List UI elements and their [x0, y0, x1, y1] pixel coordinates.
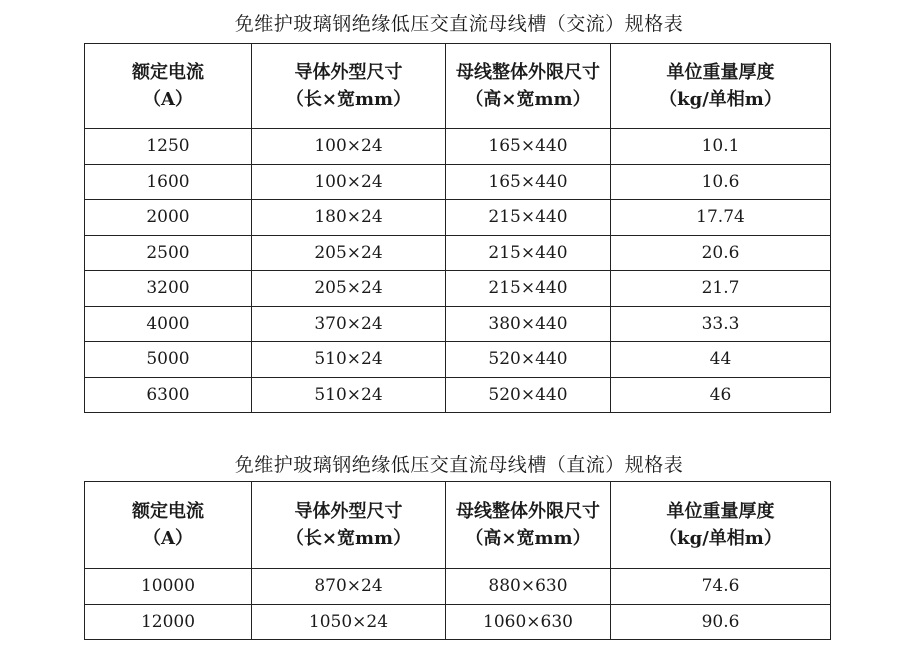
spec-table-ac — [84, 43, 831, 413]
cell-conductor-size: 370×24 — [252, 306, 446, 342]
table-row — [85, 129, 831, 165]
table-row — [85, 569, 831, 605]
cell-rated-current: 2000 — [85, 200, 252, 236]
cell-busway-size: 165×440 — [446, 164, 611, 200]
header-row — [85, 44, 831, 129]
header-rated-current: 额定电流 （A） — [85, 44, 252, 129]
cell-conductor-size: 510×24 — [252, 342, 446, 378]
cell-busway-size: 165×440 — [446, 129, 611, 165]
cell-conductor-size: 205×24 — [252, 271, 446, 307]
cell-busway-size: 215×440 — [446, 200, 611, 236]
cell-unit-weight: 20.6 — [611, 235, 831, 271]
cell-unit-weight: 33.3 — [611, 306, 831, 342]
table-row — [85, 342, 831, 378]
header-unit-weight: 单位重量厚度 （kg/单相m） — [611, 482, 831, 569]
cell-unit-weight: 10.1 — [611, 129, 831, 165]
cell-busway-size: 215×440 — [446, 271, 611, 307]
cell-busway-size: 215×440 — [446, 235, 611, 271]
header-rated-current: 额定电流 （A） — [85, 482, 252, 569]
cell-unit-weight: 21.7 — [611, 271, 831, 307]
cell-conductor-size: 1050×24 — [252, 604, 446, 640]
cell-rated-current: 2500 — [85, 235, 252, 271]
header-row — [85, 482, 831, 569]
cell-unit-weight: 10.6 — [611, 164, 831, 200]
cell-busway-size: 520×440 — [446, 342, 611, 378]
cell-conductor-size: 205×24 — [252, 235, 446, 271]
cell-unit-weight: 46 — [611, 377, 831, 413]
cell-conductor-size: 180×24 — [252, 200, 446, 236]
table-row — [85, 604, 831, 640]
table-row — [85, 271, 831, 307]
cell-rated-current: 3200 — [85, 271, 252, 307]
spec-table-dc — [84, 481, 831, 640]
cell-rated-current: 6300 — [85, 377, 252, 413]
cell-rated-current: 12000 — [85, 604, 252, 640]
table-row — [85, 306, 831, 342]
header-conductor-size: 导体外型尺寸 （长×宽mm） — [252, 44, 446, 129]
header-busway-size: 母线整体外限尺寸 （高×宽mm） — [446, 44, 611, 129]
cell-rated-current: 5000 — [85, 342, 252, 378]
table-caption-ac: 免维护玻璃钢绝缘低压交直流母线槽（交流）规格表 — [234, 13, 684, 35]
cell-rated-current: 1250 — [85, 129, 252, 165]
cell-conductor-size: 510×24 — [252, 377, 446, 413]
cell-rated-current: 1600 — [85, 164, 252, 200]
cell-busway-size: 880×630 — [446, 569, 611, 605]
cell-conductor-size: 870×24 — [252, 569, 446, 605]
header-busway-size: 母线整体外限尺寸 （高×宽mm） — [446, 482, 611, 569]
header-conductor-size: 导体外型尺寸 （长×宽mm） — [252, 482, 446, 569]
cell-unit-weight: 44 — [611, 342, 831, 378]
cell-busway-size: 520×440 — [446, 377, 611, 413]
table-caption-dc: 免维护玻璃钢绝缘低压交直流母线槽（直流）规格表 — [234, 454, 684, 476]
table-row — [85, 377, 831, 413]
cell-unit-weight: 90.6 — [611, 604, 831, 640]
cell-busway-size: 1060×630 — [446, 604, 611, 640]
cell-unit-weight: 17.74 — [611, 200, 831, 236]
cell-rated-current: 4000 — [85, 306, 252, 342]
table-row — [85, 164, 831, 200]
table-row — [85, 200, 831, 236]
cell-rated-current: 10000 — [85, 569, 252, 605]
cell-busway-size: 380×440 — [446, 306, 611, 342]
cell-unit-weight: 74.6 — [611, 569, 831, 605]
cell-conductor-size: 100×24 — [252, 164, 446, 200]
table-row — [85, 235, 831, 271]
header-unit-weight: 单位重量厚度 （kg/单相m） — [611, 44, 831, 129]
cell-conductor-size: 100×24 — [252, 129, 446, 165]
